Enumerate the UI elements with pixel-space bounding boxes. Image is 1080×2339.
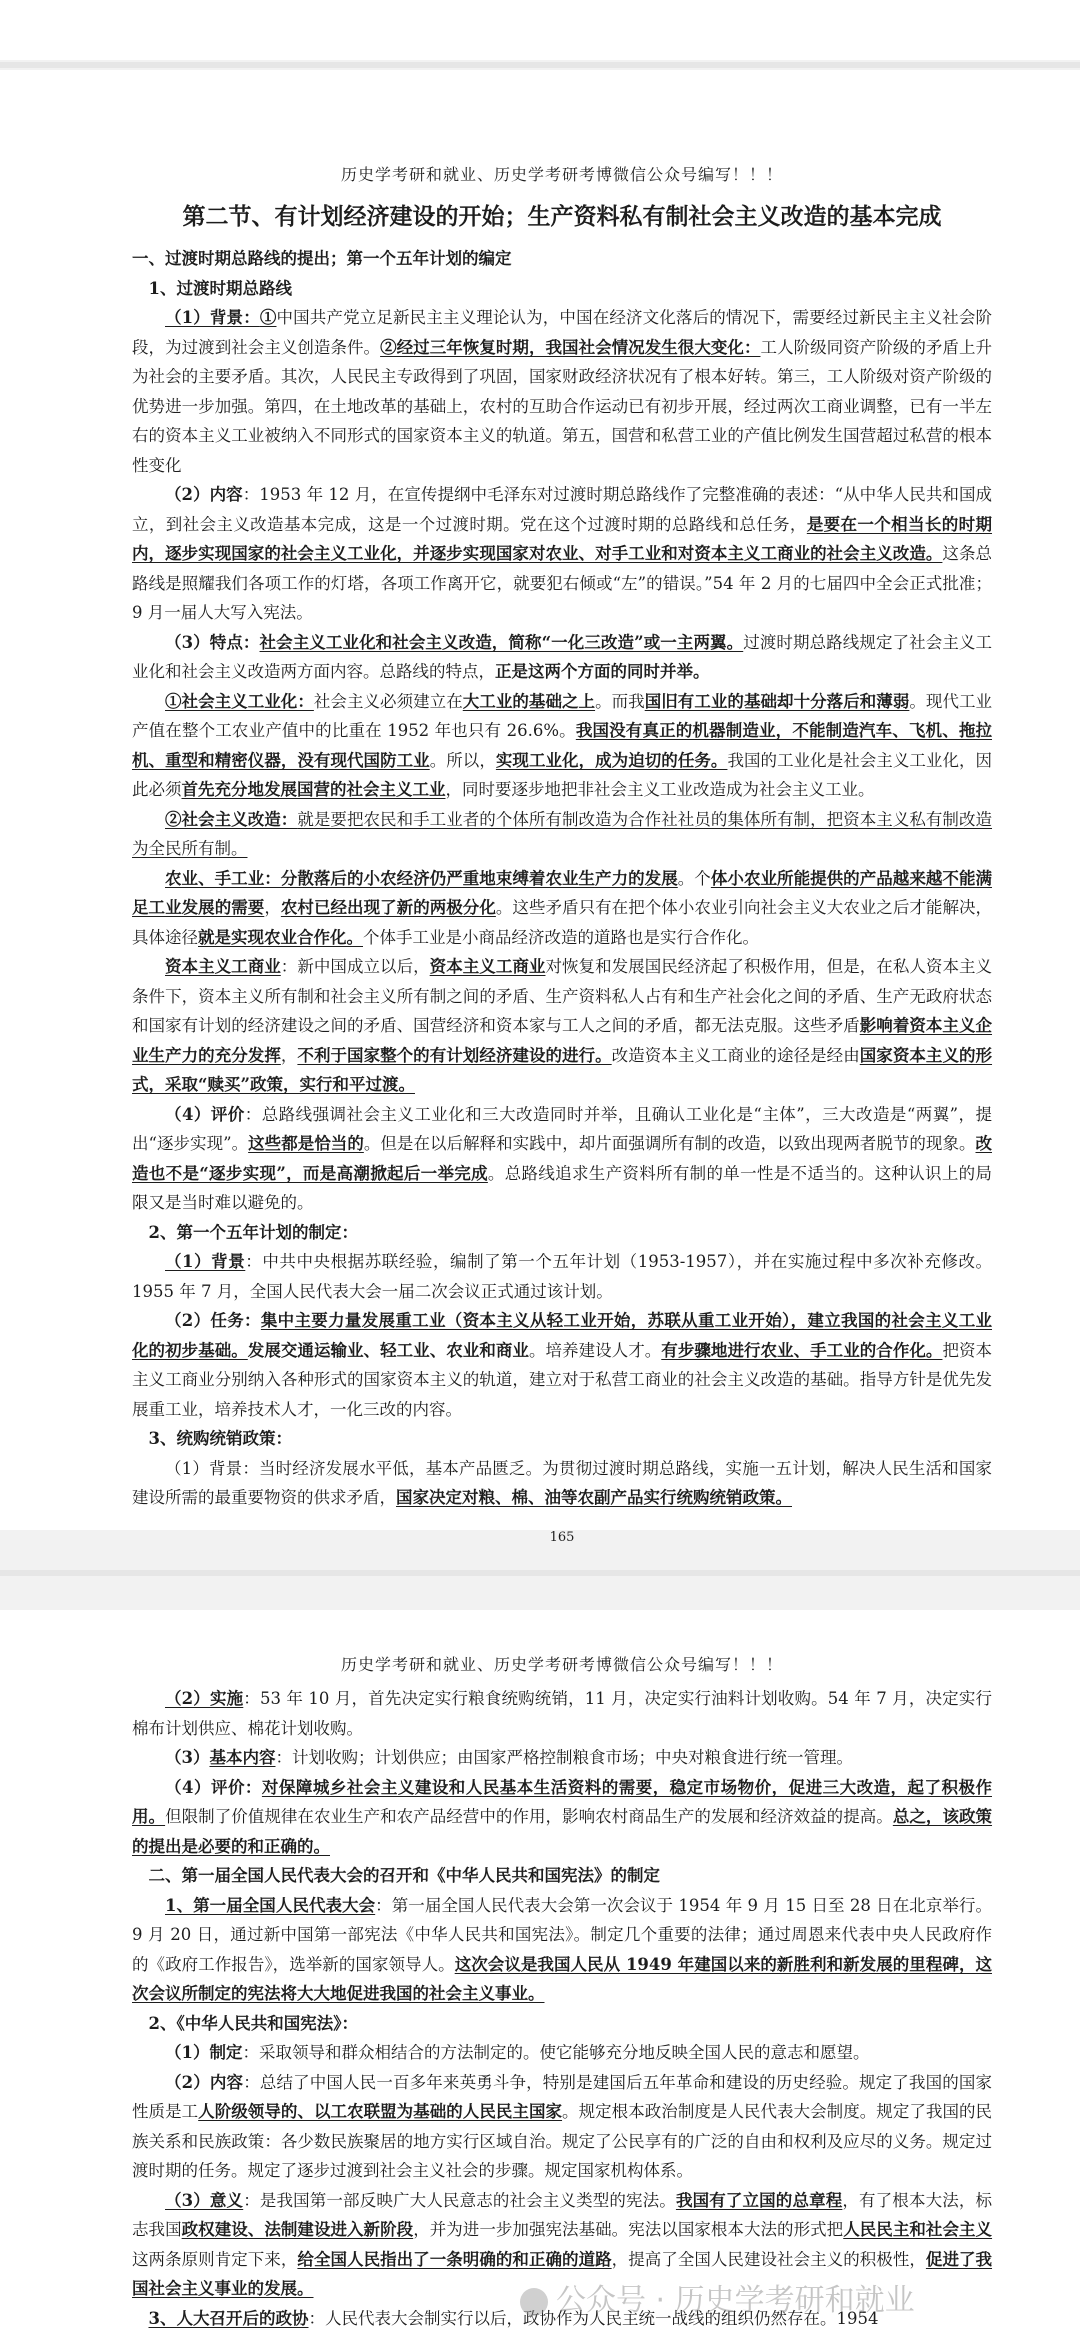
heading-1-3: 3、统购统销政策： bbox=[148, 1429, 292, 1448]
para-features: （3）特点：社会主义工业化和社会主义改造，简称“一化三改造”或一主两翼。过渡时期总路线规定了社会主义工业化和社会主义改造两方面内容。总路线的特点，正是这两个方面的同时并举。 bbox=[132, 632, 993, 681]
para-constitution-content: （2）内容：总结了中国人民一百多年来英勇斗争，特别是建国后五年革命和建设的历史经验。规定了我国的国家性质是工人阶级领导的、以工农联盟为基础的人民民主国家。规定根本政治制度是人民代表大会制度。规定了我国的民族关系和民族政策：各少数民族聚居的地方实行区域自治。规定了公民享有的广泛的自由和权利及应尽的义务。规定过渡时期的任务。规定了逐步过渡到社会主义社会的步骤。规定国家机构体系。 bbox=[132, 2072, 993, 2180]
para-plan-tasks: （2）任务：集中主要力量发展重工业（资本主义从轻工业开始，苏联从重工业开始），建立我国的社会主义工业化的初步基础。发展交通运输业、轻工业、农业和商业。培养建设人才。有步骤地进行农业、手工业的合作化。把资本主义工商业分别纳入各种形式的国家资本主义的轨道，建立对于私营工商业的社会主义改造的基础。指导方针是优先发展重工业，培养技术人才，一化三改的内容。 bbox=[132, 1311, 993, 1419]
heading-2-3: 3、人大召开后的政协：人民代表大会制实行以后，政协作为人民主统一战线的组织仍然存在。1954 bbox=[148, 2308, 879, 2328]
wechat-icon bbox=[520, 2288, 548, 2316]
para-transformation: ②社会主义改造：就是要把农民和手工业者的个体所有制改造为合作社社员的集体所有制，把资本主义私有制改造为全民所有制。 bbox=[132, 809, 993, 858]
document-page-166 bbox=[0, 1610, 1080, 2339]
para-background: （1）背景：①中国共产党立足新民主主义理论认为，中国在经济文化落后的情况下，需要经过新民主主义社会阶段，为过渡到社会主义创造条件。②经过三年恢复时期，我国社会情况发生很大变化：工人阶级同资产阶级的矛盾上升为社会的主要矛盾。其次，人民民主专政得到了巩固，国家财政经济状况有了根本好转。第三，工人阶级对资产阶级的优势进一步加强。第四，在土地改革的基础上，农村的互助合作运动已有初步开展，经过两次工商业调整，已有一半左右的资本主义工业被纳入不同形式的国家资本主义的轨道。第五，国营和私营工业的产值比例发生国营超过私营的根本性变化 bbox=[132, 308, 993, 475]
page-divider bbox=[0, 62, 1080, 68]
para-unified-purchase-background: （1）背景：当时经济发展水平低，基本产品匮乏。为贯彻过渡时期总路线，实施一五计划，解决人民生活和国家建设所需的最重要物资的供求矛盾，国家决定对粮、棉、油等农副产品实行统购统销政策。 bbox=[132, 1458, 992, 1507]
para-capitalist-industry: 资本主义工商业：新中国成立以后，资本主义工商业对恢复和发展国民经济起了积极作用，但是，在私人资本主义条件下，资本主义所有制和社会主义所有制之间的矛盾、生产资料私人占有和生产社会化之间的矛盾、生产无政府状态和国家有计划的经济建设之间的矛盾、国营经济和资本家与工人之间的矛盾，都无法克服。这些矛盾影响着资本主义企业生产力的充分发挥，不利于国家整个的有计划经济建设的进行。改造资本主义工商业的途径是经由国家资本主义的形式，采取“赎买”政策，实行和平过渡。 bbox=[132, 957, 993, 1094]
para-evaluation: （4）评价：总路线强调社会主义工业化和三大改造同时并举，且确认工业化是“主体”，三大改造是“两翼”，提出“逐步实现”。这些都是恰当的。但是在以后解释和实践中，却片面强调所有制的改造，以致出现两者脱节的现象。改造也不是“逐步实现”，而是高潮掀起后一举完成。总路线追求生产资料所有制的单一性是不适当的。这种认识上的局限又是当时难以避免的。 bbox=[132, 1104, 992, 1212]
para-constitution-making: （1）制定：采取领导和群众相结合的方法制定的。使它能够充分地反映全国人民的意志和愿望。 bbox=[165, 2043, 870, 2062]
heading-2: 二、第一届全国人民代表大会的召开和《中华人民共和国宪法》的制定 bbox=[148, 1866, 660, 1885]
page-number: 165 bbox=[549, 1529, 575, 1545]
page-body bbox=[132, 70, 992, 1552]
para-basic-content: （3）基本内容：计划收购；计划供应；由国家严格控制粮食市场；中央对粮食进行统一管理。 bbox=[165, 1748, 853, 1767]
para-industrialization: ①社会主义工业化：社会主义必须建立在大工业的基础之上。而我国旧有工业的基础却十分落后和薄弱。现代工业产值在整个工农业产值中的比重在 1952 年也只有 26.6%。我国没有真正的机器制造业，不能制造汽车、飞机、拖拉机、重型和精密仪器，没有现代国防工业。所以，实现工业化，成为迫切的任务。我国的工业化是社会主义工业化，因此必须首先充分地发展国营的社会主义工业，同时要逐步地把非社会主义工业改造成为社会主义工业。 bbox=[132, 691, 993, 799]
para-plan-background: （1）背景：中共中央根据苏联经验，编制了第一个五年计划（1953-1957），并在实施过程中多次补充修改。1955 年 7 月，全国人民代表大会一届二次会议正式通过该计划。 bbox=[132, 1252, 993, 1301]
para-constitution-significance: （3）意义：是我国第一部反映广大人民意志的社会主义类型的宪法。我国有了立国的总章程，有了根本大法，标志我国政权建设、法制建设进入新阶段，并为进一步加强宪法基础。宪法以国家根本大法的形式把人民民主和社会主义这两条原则肯定下来，给全国人民指出了一条明确的和正确的道路，提高了全国人民建设社会主义的积极性，促进了我国社会主义事业的发展。 bbox=[132, 2190, 993, 2298]
para-policy-evaluation: （4）评价：对保障城乡社会主义建设和人民基本生活资料的需要，稳定市场物价，促进三大改造，起了积极作用。但限制了价值规律在农业生产和农产品经营中的作用，影响农村商品生产的发展和经济效益的提高。总之，该政策的提出是必要的和正确的。 bbox=[132, 1777, 993, 1856]
page-header: 历史学考研和就业、历史学考研考博微信公众号编写！！！ bbox=[340, 1655, 783, 1674]
heading-1-2: 2、第一个五年计划的制定： bbox=[148, 1222, 358, 1242]
page-header: 历史学考研和就业、历史学考研考博微信公众号编写！！！ bbox=[340, 165, 783, 184]
previous-page-strip bbox=[0, 0, 1080, 60]
heading-1: 一、过渡时期总路线的提出；第一个五年计划的编定 bbox=[132, 249, 512, 268]
document-page-165 bbox=[0, 70, 1080, 1545]
heading-2-2: 2、《中华人民共和国宪法》： bbox=[148, 2013, 358, 2033]
page-body bbox=[132, 1610, 992, 2333]
para-first-npc: 1、第一届全国人民代表大会：第一届全国人民代表大会第一次会议于 1954 年 9 月 15 日至 28 日在北京举行。9 月 20 日，通过新中国第一部宪法《中华人民共和国宪法》。制定几个重要的法律；通过周恩来代表中央人民政府作的《政府工作报告》，选举新的国家领导人。这次会议是我国人民从 1949 年建国以来的新胜利和新发展的里程碑，这次会议所制定的宪法将大大地促进我国的社会主义事业。 bbox=[132, 1895, 992, 2003]
page-divider bbox=[0, 1570, 1080, 1576]
section-title: 第二节、有计划经济建设的开始；生产资料私有制社会主义改造的基本完成 bbox=[182, 203, 942, 230]
para-implementation: （2）实施：53 年 10 月，首先决定实行粮食统购统销，11 月，决定实行油料计划收购。54 年 7 月，决定实行棉布计划供应、棉花计划收购。 bbox=[132, 1689, 992, 1738]
heading-1-1: 1、过渡时期总路线 bbox=[148, 278, 292, 298]
para-agriculture: 农业、手工业：分散落后的小农经济仍严重地束缚着农业生产力的发展。个体小农业所能提供的产品越来越不能满足工业发展的需要，农村已经出现了新的两极分化。这些矛盾只有在把个体小农业引向社会主义大农业之后才能解决，具体途径就是实现农业合作化。个体手工业是小商品经济改造的道路也是实行合作化。 bbox=[132, 868, 993, 947]
watermark: 公众号 · 历史学考研和就业 bbox=[520, 2275, 915, 2319]
para-content: （2）内容：1953 年 12 月，在宣传提纲中毛泽东对过渡时期总路线作了完整准确的表述：“从中华人民共和国成立，到社会主义改造基本完成，这是一个过渡时期。党在这个过渡时期的总路线和总任务，是要在一个相当长的时期内，逐步实现国家的社会主义工业化，并逐步实现国家对农业、对手工业和对资本主义工商业的社会主义改造。这条总路线是照耀我们各项工作的灯塔，各项工作离开它，就要犯右倾或“左”的错误。”54 年 2 月的七届四中全会正式批准；9 月一届人大写入宪法。 bbox=[132, 485, 993, 622]
